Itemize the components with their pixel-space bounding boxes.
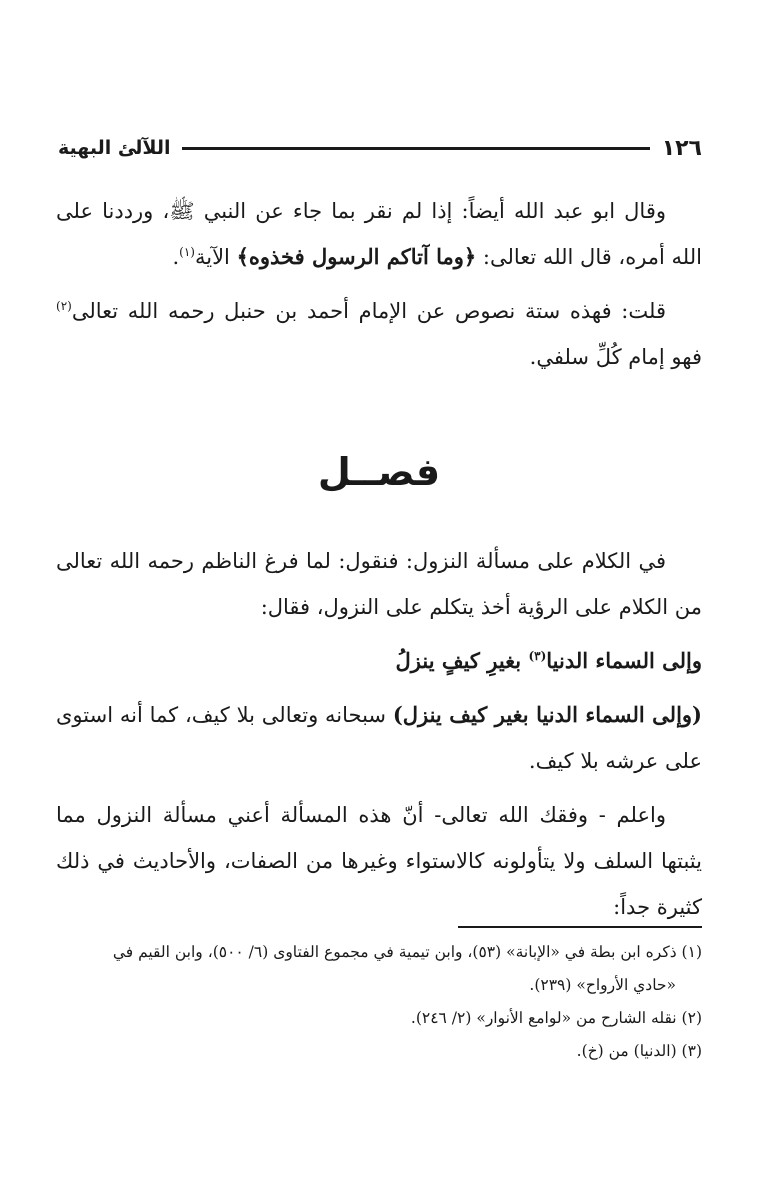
running-header [58, 128, 702, 168]
footnote-1 [56, 936, 702, 1002]
footnote-ref-2: (٢) [56, 299, 72, 313]
quran-quote: ﴿وما آتاكم الرسول فخذوه﴾ [236, 244, 477, 269]
page-body [56, 188, 702, 938]
footnote-divider [458, 926, 702, 928]
footnote-2: (٢) نقله الشارح من «لوامع الأنوار» (٢/ ٢٤٦). [410, 1009, 702, 1027]
paragraph-1 [56, 188, 702, 280]
footnote-ref-1: (١) [179, 245, 195, 259]
paragraph-1-end: الآية [194, 245, 237, 269]
paragraph-1-text: وقال ابو عبد الله أيضاً: إذا لم نقر بما جاء عن النبي ﷺ، ورددنا على الله أمره، قال الله تعالى: [56, 199, 702, 269]
book-title: اللآلئ البهية [58, 137, 171, 159]
section-title: فصــل [317, 450, 441, 494]
footnote-3: (٣) (الدنيا) من (خ). [576, 1042, 702, 1060]
footnote-1-line-1: (١) ذكره ابن بطة في «الإبانة» (٥٣)، وابن تيمية في مجموع الفتاوى (٦/ ٥٠٠)، وابن القيم في [112, 943, 702, 961]
verse-part-b: بغيرِ كيفٍ ينزلُ [395, 648, 529, 673]
poem-verse [56, 638, 702, 684]
paragraph-3: في الكلام على مسألة النزول: فنقول: لما فرغ الناظم رحمه الله تعالى من الكلام على الرؤية أخذ يتكلم على النزول، فقال: [56, 549, 702, 619]
paragraph-1-tail: . [172, 245, 180, 269]
paragraph-2-tail: فهو إمام كُلِّ سلفي. [529, 345, 702, 369]
footnote-1-line-2: «حادي الأرواح» (٢٣٩). [529, 976, 676, 994]
verse-quote: (وإلى السماء الدنيا بغير كيف ينزل) [392, 702, 702, 727]
page-number: ١٢٦ [661, 135, 702, 161]
paragraph-4-text: سبحانه وتعالى بلا كيف، كما أنه استوى على عرشه بلا كيف. [56, 703, 702, 773]
verse-part-a: وإلى السماء الدنيا [546, 648, 702, 673]
paragraph-5: واعلم - وفقك الله تعالى- أنّ هذه المسألة أعني مسألة النزول مما يثبتها السلف ولا يتأولونه كالاستواء وغيرها من الصفات، والأحاديث في ذلك كثيرة جداً: [56, 803, 702, 919]
header-rule [182, 147, 649, 150]
footnotes [56, 936, 702, 1068]
paragraph-2 [56, 288, 702, 380]
paragraph-2-text: قلت: فهذه ستة نصوص عن الإمام أحمد بن حنبل رحمه الله تعالى [71, 299, 666, 323]
footnote-ref-3: (٣) [528, 649, 547, 663]
paragraph-4 [56, 692, 702, 784]
